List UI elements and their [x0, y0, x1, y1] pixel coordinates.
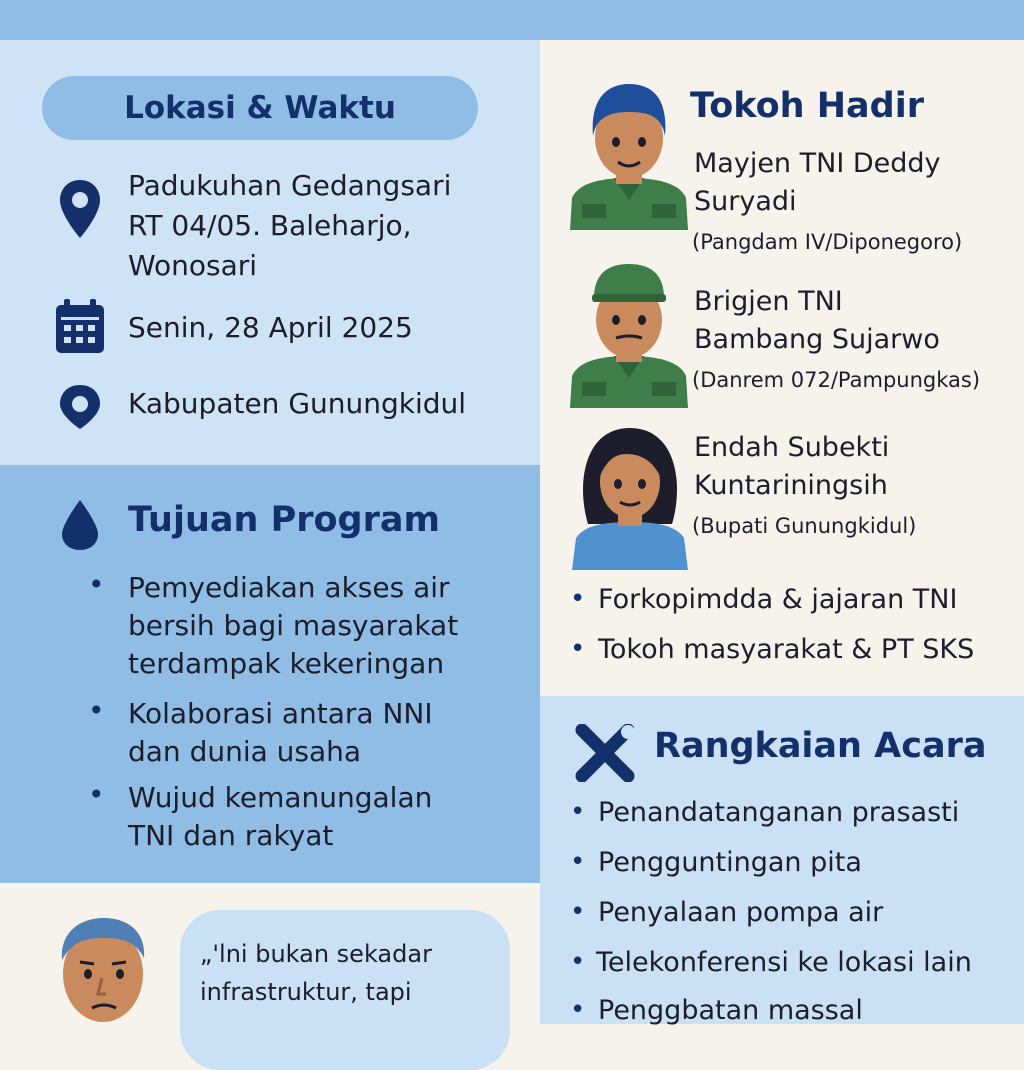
- person-1-name-line-2: Suryadi: [694, 186, 797, 217]
- bullet-icon: •: [570, 584, 586, 614]
- agenda-item-5: Penggbatan massal: [598, 995, 863, 1026]
- calendar-icon: [54, 297, 106, 355]
- bullet-icon: •: [570, 847, 586, 877]
- top-banner: [0, 0, 1024, 40]
- agenda-item-4: Telekonferensi ke lokasi lain: [596, 947, 972, 978]
- bullet-icon: •: [570, 995, 586, 1025]
- address-line-1: Padukuhan Gedangsari: [128, 169, 452, 202]
- bullet-icon: •: [570, 797, 586, 827]
- bullet-icon: •: [88, 568, 105, 601]
- goals-header: Tujuan Program: [128, 500, 440, 540]
- goal-3-line-2: TNI dan rakyat: [128, 819, 334, 852]
- bullet-icon: •: [88, 778, 105, 811]
- other-attendee-1: Forkopimdda & jajaran TNI: [598, 584, 958, 615]
- speaker-avatar: [48, 912, 158, 1024]
- location-header: Lokasi & Waktu: [124, 90, 396, 126]
- bullet-icon: •: [570, 634, 586, 664]
- person-3-name-line-1: Endah Subekti: [694, 432, 890, 463]
- officer-2-avatar: [568, 262, 690, 408]
- person-2-name-line-2: Bambang Sujarwo: [694, 324, 940, 355]
- figures-header: Tokoh Hadir: [690, 86, 924, 126]
- person-2-role: (Danrem 072/Pampungkas): [692, 368, 981, 392]
- agenda-item-1: Penandatanganan prasasti: [598, 797, 960, 828]
- goal-2-line-1: Kolaborasi antara NNI: [128, 697, 433, 730]
- person-2-name-line-1: Brigjen TNI: [694, 286, 843, 317]
- person-3-role: (Bupati Gunungkidul): [692, 514, 917, 538]
- agenda-item-3: Penyalaan pompa air: [598, 897, 884, 928]
- person-1-role: (Pangdam IV/Diponegoro): [692, 230, 963, 254]
- tools-icon: [574, 724, 636, 782]
- event-date: Senin, 28 April 2025: [128, 311, 413, 344]
- other-attendee-2: Tokoh masyarakat & PT SKS: [598, 634, 975, 665]
- goal-1-line-2: bersih bagi masyarakat: [128, 609, 459, 642]
- quote-line-2: infrastruktur, tapi: [200, 978, 412, 1006]
- regent-avatar: [570, 424, 690, 570]
- goal-3-line-1: Wujud kemanungalan: [128, 781, 433, 814]
- agenda-item-2: Pengguntingan pita: [598, 847, 862, 878]
- agenda-header: Rangkaian Acara: [654, 726, 987, 766]
- officer-1-avatar: [568, 80, 690, 230]
- quote-line-1: „'lni bukan sekadar: [200, 940, 432, 968]
- location-marker-icon: [58, 383, 102, 431]
- bullet-icon: •: [570, 897, 586, 927]
- person-1-name-line-1: Mayjen TNI Deddy: [694, 148, 941, 179]
- bullet-icon: •: [88, 694, 105, 727]
- goal-2-line-2: dan dunia usaha: [128, 735, 362, 768]
- bullet-icon: •: [570, 947, 586, 977]
- goal-1-line-1: Pemyediakan akses air: [128, 571, 450, 604]
- goal-1-line-3: terdampak kekeringan: [128, 647, 445, 680]
- water-drop-icon: [60, 498, 100, 552]
- person-3-name-line-2: Kuntariningsih: [694, 470, 888, 501]
- map-pin-icon: [58, 178, 102, 240]
- address-line-2: RT 04/05. Baleharjo,: [128, 209, 412, 242]
- address-line-3: Wonosari: [128, 249, 258, 282]
- regency-name: Kabupaten Gunungkidul: [128, 387, 467, 420]
